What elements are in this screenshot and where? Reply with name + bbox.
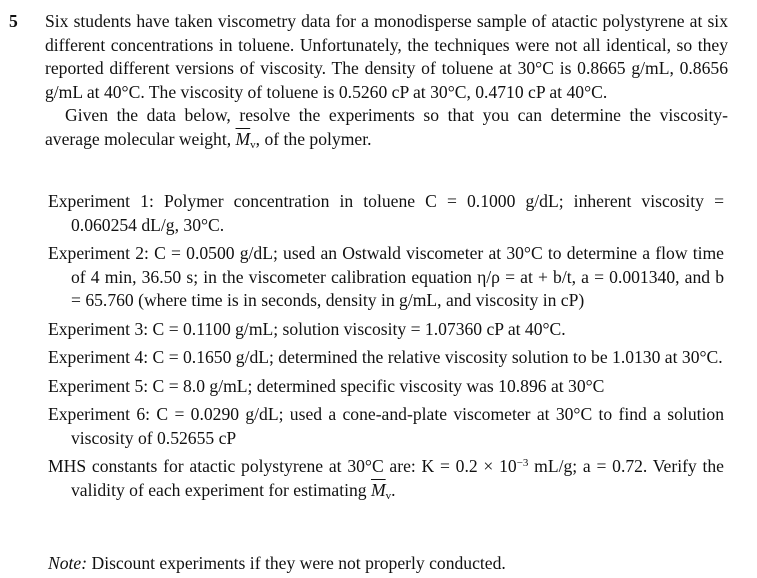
mhs-text-end: .: [391, 479, 396, 500]
experiment-item-4: Experiment 4: C = 0.1650 g/dL; determined the relative viscosity solution to be 1.0130 at 30°C.: [48, 347, 723, 367]
experiment-item-2: Experiment 2: C = 0.0500 g/dL; used an Ostwald viscometer at 30°C to determine a flow time of 4 min, 36.50 s; in the viscometer calibration equation η/ρ = at + b/t, a = 0.001340, and b = 65.760 (where time is in seconds, density in g/mL, and viscosity in cP): [48, 243, 724, 310]
mv-subscript: v: [250, 138, 256, 151]
mv-subscript-2: v: [385, 489, 392, 502]
experiment-item-6: Experiment 6: C = 0.0290 g/dL; used a cone-and-plate viscometer at 30°C to find a solution viscosity of 0.52655 cP: [48, 404, 724, 448]
note-line: [48, 552, 724, 576]
intro-paragraph-2-end: , of the polymer.: [255, 128, 372, 149]
experiment-item-1: Experiment 1: Polymer concentration in toluene C = 0.1000 g/dL; inherent viscosity = 0.060254 dL/g, 30°C.: [48, 191, 724, 235]
mv-symbol: $\overline{M}$: [235, 128, 251, 149]
intro-paragraph-2-text: Given the data below, resolve the experiments so that you can determine the viscosity-average molecular weight,: [45, 105, 728, 149]
mhs-exponent: −3: [516, 457, 529, 469]
mhs-text-continued: mL/g; a = 0.72. Verify the validity of each experiment for estimating: [71, 456, 724, 500]
experiment-item-3: Experiment 3: C = 0.1100 g/mL; solution viscosity = 1.07360 cP at 40°C.: [48, 318, 566, 339]
mhs-text: MHS constants for atactic polystyrene at 30°C are: K = 0.2 × 10: [48, 456, 517, 476]
intro-paragraph-2: [45, 104, 728, 151]
intro-paragraph-1: Six students have taken viscometry data for a monodisperse sample of atactic polystyrene at six different concentrations in toluene. Unfortunately, the techniques were not all identical, so they reported different versions of viscosity. The density of toluene at 30°C is 0.8665 g/mL, 0.8656 g/mL at 40°C. The viscosity of toluene is 0.5260 cP at 30°C, 0.4710 cP at 40°C.: [45, 11, 728, 102]
experiment-list: [48, 190, 724, 507]
mhs-constants: [48, 455, 724, 502]
problem-intro: [45, 10, 728, 151]
note-text: Discount experiments if they were not properly conducted.: [87, 553, 506, 573]
mv-symbol-2: $\overline{M}$: [370, 479, 386, 500]
question-number: 5: [9, 11, 18, 31]
experiment-item-5: Experiment 5: C = 8.0 g/mL; determined specific viscosity was 10.896 at 30°C: [48, 375, 605, 396]
note-label: Note:: [48, 553, 88, 573]
